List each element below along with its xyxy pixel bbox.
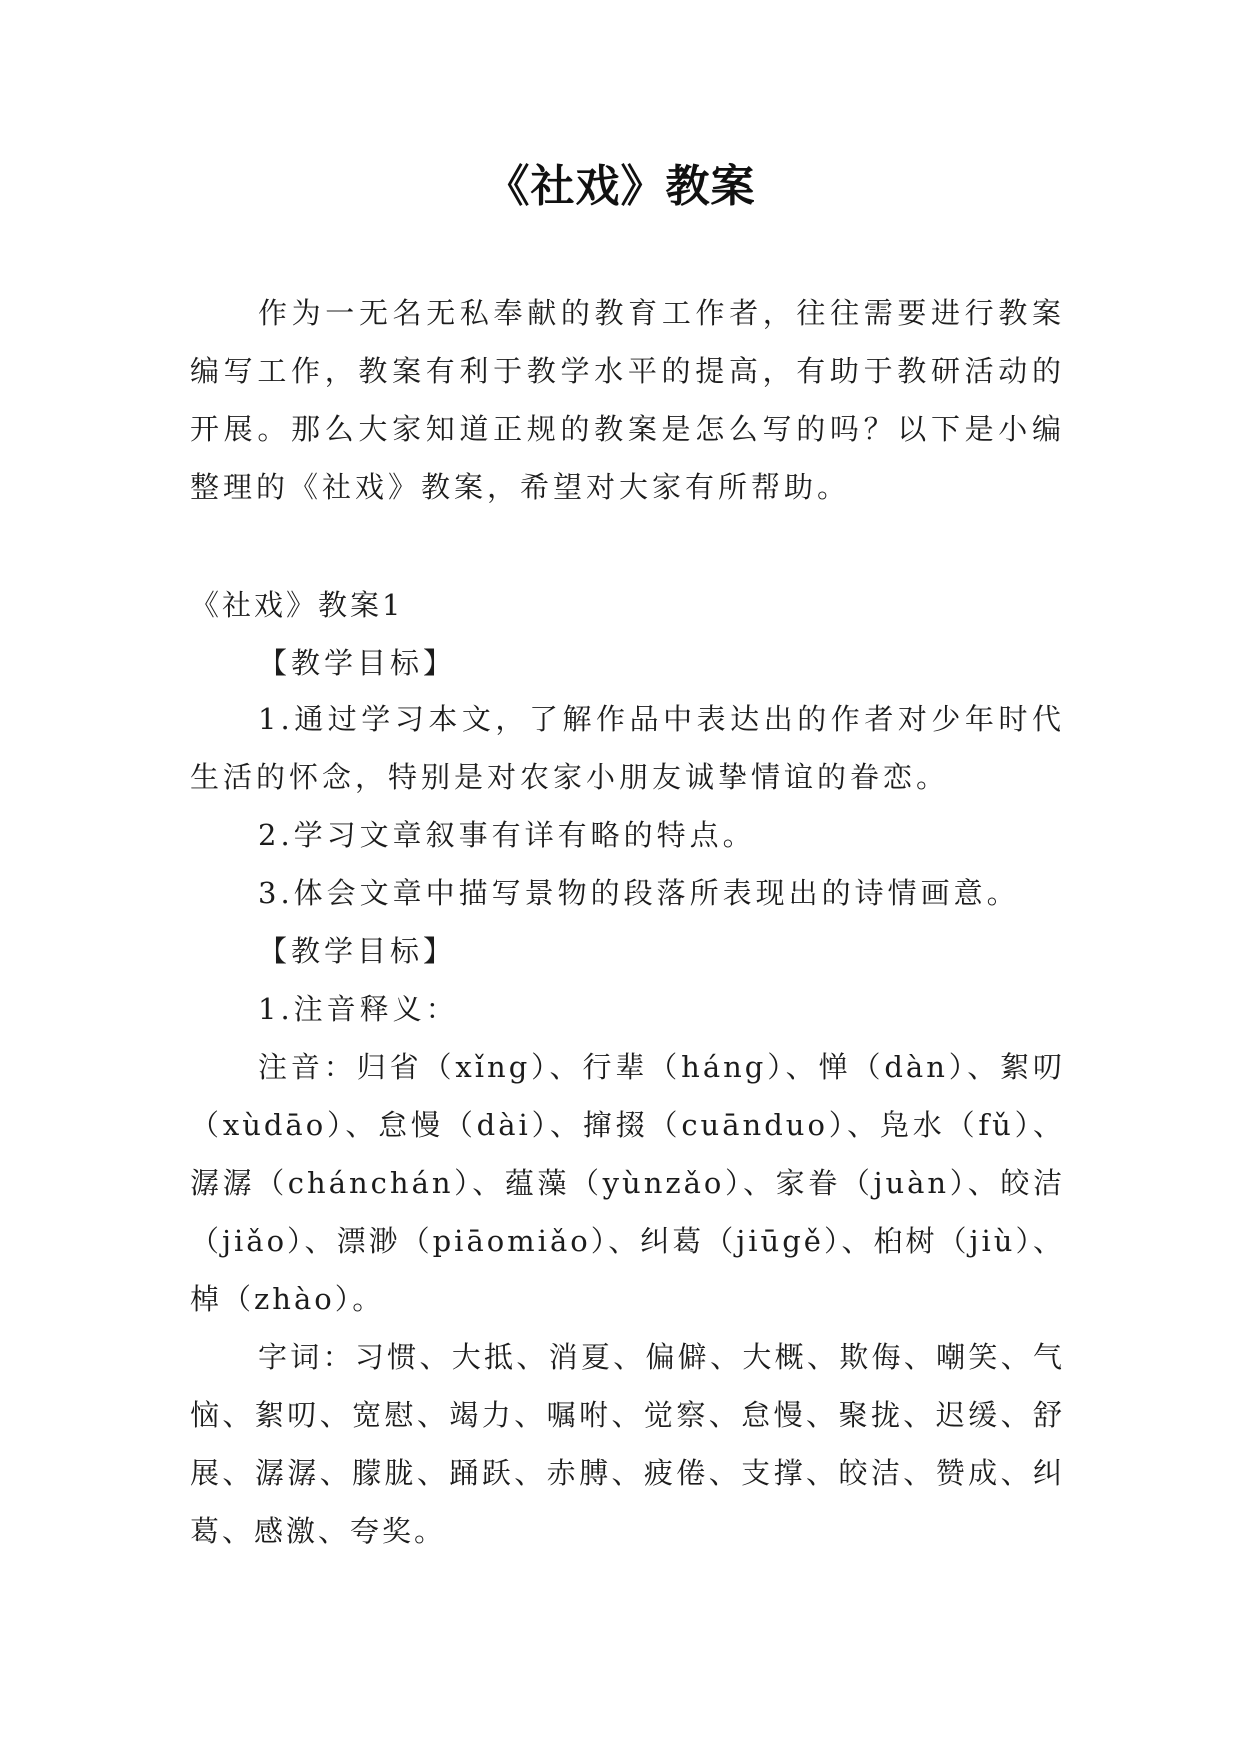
teaching-objectives-heading-2: 【教学目标】 xyxy=(258,934,457,968)
vocabulary-paragraph: 字词：习惯、大抵、消夏、偏僻、大概、欺侮、嘲笑、气恼、絮叨、宽慰、竭力、嘱咐、觉察、怠慢、聚拢、迟缓、舒展、潺潺、朦胧、踊跃、赤膊、疲倦、支撑、皎洁、赞成、纠葛、感激、夸奖。 xyxy=(190,1340,1065,1548)
objective-item-3: 3.体会文章中描写景物的段落所表现出的诗情画意。 xyxy=(258,876,1020,910)
pronunciation-section-heading: 1.注音释义： xyxy=(258,992,459,1026)
intro-paragraph: 作为一无名无私奉献的教育工作者，往往需要进行教案编写工作，教案有利于教学水平的提高，有助于教研活动的开展。那么大家知道正规的教案是怎么写的吗？以下是小编整理的《社戏》教案，希望对大家有所帮助。 xyxy=(190,296,1065,504)
pinyin-paragraph: 注音：归省（xǐng）、行辈（háng）、惮（dàn）、絮叨（xùdāo）、怠慢（dài）、撺掇（cuānduo）、凫水（fǔ）、潺潺（chánchán）、蕴藻（yùnzǎo）、家眷（juàn）、皎洁（jiǎo）、漂渺（piāomiǎo）、纠葛（jiūgě）、桕树（jiù）、棹（zhào）。 xyxy=(190,1050,1065,1316)
objective-item-1: 1.通过学习本文，了解作品中表达出的作者对少年时代生活的怀念，特别是对农家小朋友诚挚情谊的眷恋。 xyxy=(190,702,1065,794)
section-title: 《社戏》教案1 xyxy=(190,588,404,622)
teaching-objectives-heading: 【教学目标】 xyxy=(258,646,457,680)
document-title: 《社戏》教案 xyxy=(485,161,756,212)
objective-item-2: 2.学习文章叙事有详有略的特点。 xyxy=(258,818,756,852)
